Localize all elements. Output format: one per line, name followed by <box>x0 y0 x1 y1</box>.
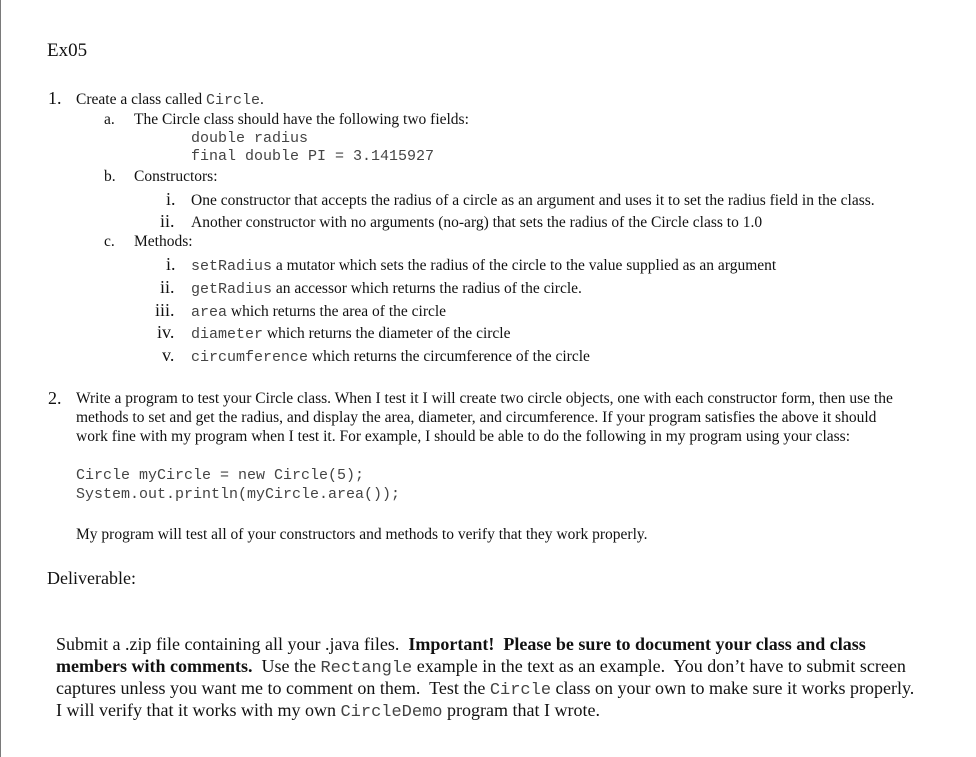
constructor-text: One constructor that accepts the radius of a circle as an argument and uses it to set the radius field in the class. <box>191 192 875 209</box>
deliverable-text: Submit a .zip file containing all your .java files. <box>56 634 409 654</box>
deliverable-code: Rectangle <box>320 659 413 678</box>
item2-number: 2. <box>48 388 62 408</box>
deliverable-text: class on your own to make sure it works properly. <box>551 678 915 698</box>
code-line: Circle myCircle = new Circle(5); <box>76 467 365 484</box>
item1c-label: c. <box>104 233 115 250</box>
method-label: i. <box>166 254 176 274</box>
item1-number: 1. <box>48 88 62 108</box>
method-label: iv. <box>157 322 175 342</box>
deliverable-code: CircleDemo <box>340 703 443 722</box>
deliverable-important: members with comments. <box>56 656 253 676</box>
method-item <box>155 300 446 321</box>
deliverable-heading: Deliverable: <box>47 568 136 588</box>
item1-intro-end: . <box>259 91 264 108</box>
method-text: an accessor which returns the radius of the circle. <box>272 280 582 297</box>
constructor-item <box>166 189 875 210</box>
constructor-label: ii. <box>160 211 175 231</box>
item2-line: work fine with my program when I test it. For example, I should be able to do the following in my program using your class: <box>76 428 851 445</box>
method-text: which returns the area of the circle <box>227 303 447 320</box>
method-code: circumference <box>191 349 309 366</box>
deliverable-text: Use the <box>252 656 321 676</box>
method-code: getRadius <box>191 281 273 298</box>
item2-line: methods to set and get the radius, and display the area, diameter, and circumference. If your program satisfies the above it should <box>76 409 877 426</box>
item1 <box>48 88 264 109</box>
deliverable-code: Circle <box>489 681 552 700</box>
constructor-text: Another constructor with no arguments (no-arg) that sets the radius of the Circle class to 1.0 <box>191 214 763 231</box>
code-line: System.out.println(myCircle.area()); <box>76 486 401 503</box>
method-text: a mutator which sets the radius of the circle to the value supplied as an argument <box>272 257 777 274</box>
item1b-label: b. <box>104 168 116 185</box>
deliverable-important: Important! Please be sure to document your class and class <box>408 634 866 654</box>
page-left-border <box>0 0 1 757</box>
deliverable-text: captures unless you want me to comment on them. Test the <box>56 678 490 698</box>
method-code: setRadius <box>191 258 273 275</box>
field-pi: final double PI = 3.1415927 <box>191 148 435 165</box>
method-code: area <box>191 304 228 321</box>
method-code: diameter <box>191 326 264 343</box>
item2-closing: My program will test all of your constructors and methods to verify that they work properly. <box>76 526 648 543</box>
deliverable-line <box>47 679 600 722</box>
field-radius: double radius <box>191 130 309 147</box>
constructor-label: i. <box>166 189 176 209</box>
method-item <box>157 322 510 343</box>
item1-class-name: Circle <box>205 92 260 109</box>
item1c-text: Methods: <box>134 233 193 250</box>
page-title: Ex05 <box>47 40 88 61</box>
item2-line: Write a program to test your Circle class. When I test it I will create two circle objects, one with each constructor form, then use the <box>76 390 893 407</box>
item1a-label: a. <box>104 111 115 128</box>
deliverable-text: program that I wrote. <box>442 700 600 720</box>
deliverable-text: example in the text as an example. You don’t have to submit screen <box>412 656 906 676</box>
item1b <box>104 168 218 186</box>
method-label: iii. <box>155 300 175 320</box>
method-label: v. <box>162 345 175 365</box>
constructor-item <box>160 211 762 232</box>
method-label: ii. <box>160 277 175 297</box>
item1b-text: Constructors: <box>134 168 218 185</box>
method-item <box>166 254 776 275</box>
method-item <box>162 345 590 366</box>
method-text: which returns the circumference of the circle <box>308 348 590 365</box>
item1-intro: Create a class called <box>76 91 206 108</box>
item1a-text: The Circle class should have the following two fields: <box>134 111 469 128</box>
item1a <box>104 111 469 129</box>
method-text: which returns the diameter of the circle <box>263 325 511 342</box>
method-item <box>160 277 582 298</box>
item1c <box>104 233 193 251</box>
deliverable-text: I will verify that it works with my own <box>56 700 341 720</box>
